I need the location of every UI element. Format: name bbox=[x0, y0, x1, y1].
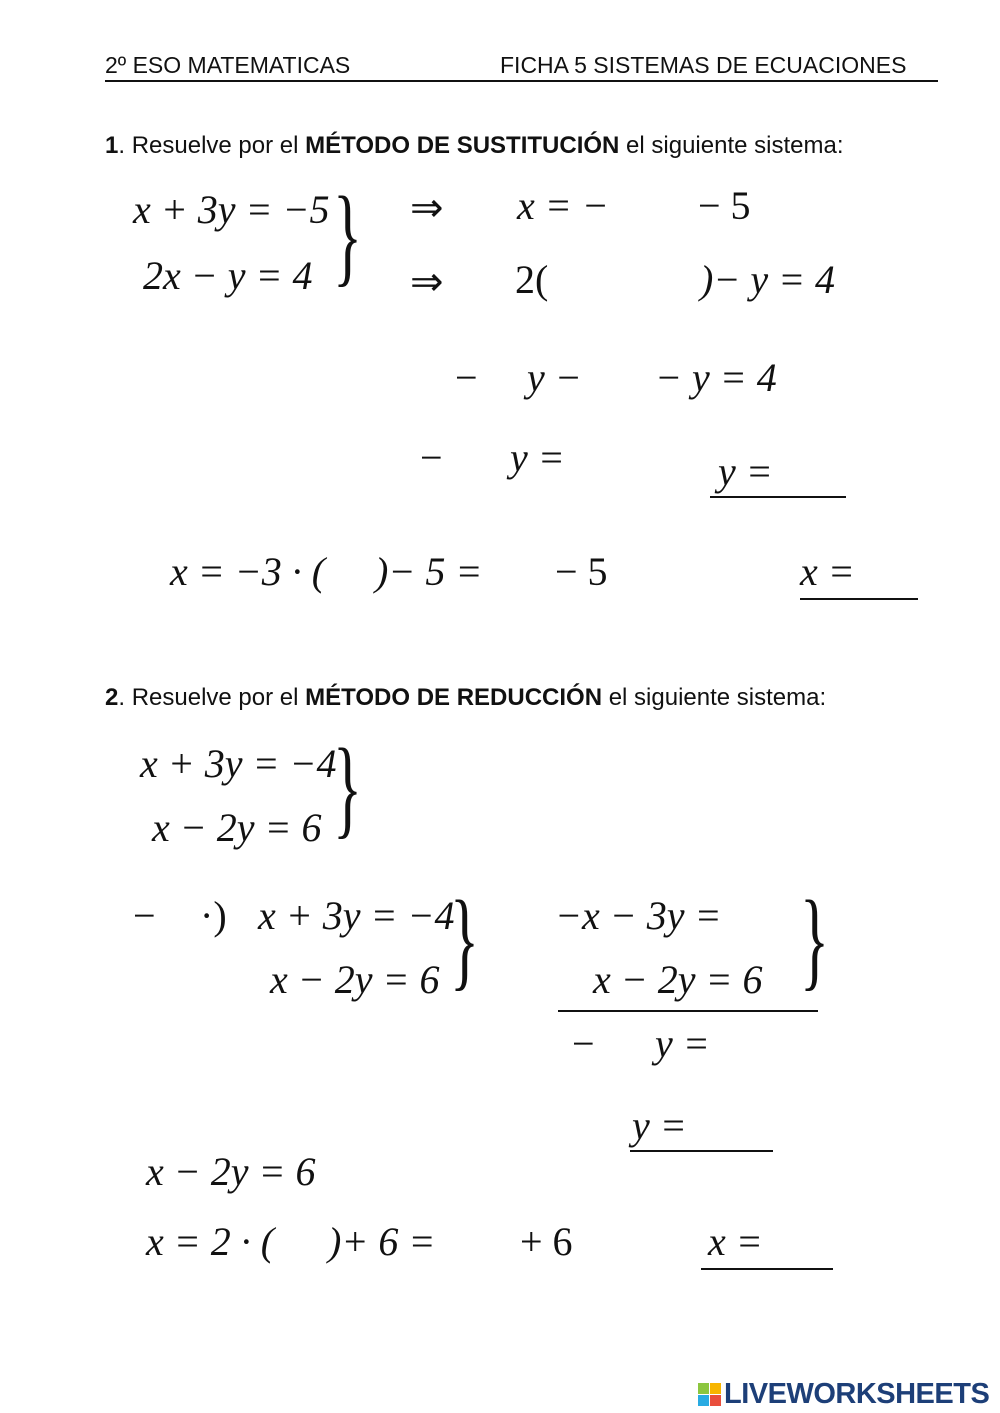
header-title: FICHA 5 SISTEMAS DE ECUACIONES bbox=[500, 52, 907, 78]
q1-step1b: − 5 bbox=[698, 183, 751, 228]
q1-step3a: − bbox=[455, 355, 478, 400]
q2-sum-result: y = bbox=[655, 1021, 710, 1066]
implies-arrow: ⇒ bbox=[410, 259, 444, 304]
q2-back-sub-c: + 6 bbox=[520, 1219, 573, 1264]
q1-step2b: )− y = 4 bbox=[700, 257, 836, 302]
q1-step4a: − bbox=[420, 435, 443, 480]
header-rule bbox=[105, 80, 938, 82]
q2-answer-x-label: x = bbox=[708, 1219, 763, 1264]
q1-answer-y-blank[interactable] bbox=[710, 496, 846, 498]
q1-step1a: x = − bbox=[517, 183, 609, 228]
header-course: 2º ESO MATEMATICAS bbox=[105, 52, 351, 78]
q2-row1: x + 3y = −4 bbox=[258, 893, 455, 938]
logo-text: LIVEWORKSHEETS bbox=[724, 1378, 990, 1410]
q1-answer-x-blank[interactable] bbox=[800, 598, 918, 600]
brace: } bbox=[450, 878, 480, 1000]
q2-back-sub-eq: x − 2y = 6 bbox=[146, 1149, 316, 1194]
q1-step5b: )− 5 = bbox=[375, 549, 483, 594]
q2-transformed-row2: x − 2y = 6 bbox=[593, 957, 763, 1002]
question-2-prompt: 2. Resuelve por el MÉTODO DE REDUCCIÓN el siguiente sistema: bbox=[105, 684, 827, 711]
brace: } bbox=[333, 726, 363, 848]
q2-row2: x − 2y = 6 bbox=[270, 957, 440, 1002]
q1-step4b: y = bbox=[510, 435, 565, 480]
q2-answer-y-blank[interactable] bbox=[630, 1150, 773, 1152]
sum-rule bbox=[558, 1010, 818, 1012]
logo-squares-icon bbox=[698, 1383, 721, 1406]
question-1-prompt: 1. Resuelve por el MÉTODO DE SUSTITUCIÓN el siguiente sistema: bbox=[105, 132, 844, 159]
implies-arrow: ⇒ bbox=[410, 185, 444, 230]
q1-step5a: x = −3 · ( bbox=[170, 549, 326, 594]
q2-multiplier-dot: ·) bbox=[200, 893, 227, 938]
q2-answer-y-label: y = bbox=[632, 1103, 687, 1148]
brace: } bbox=[800, 878, 830, 1000]
q2-sum-sign: − bbox=[572, 1021, 595, 1066]
liveworksheets-logo bbox=[698, 1378, 989, 1411]
brace: } bbox=[333, 174, 363, 296]
q2-eq1: x + 3y = −4 bbox=[140, 741, 337, 786]
q1-step3c: − y = 4 bbox=[655, 355, 777, 400]
q1-answer-y-label: y = bbox=[718, 449, 773, 494]
q1-step2a: 2( bbox=[515, 257, 549, 302]
q1-step3b: y − bbox=[527, 355, 582, 400]
q2-back-sub-a: x = 2 · ( bbox=[146, 1219, 275, 1264]
q2-multiplier-sign: − bbox=[133, 893, 156, 938]
q1-eq1: x + 3y = −5 bbox=[133, 187, 330, 232]
q1-step5c: − 5 bbox=[555, 549, 608, 594]
q1-answer-x-label: x = bbox=[800, 549, 855, 594]
q2-answer-x-blank[interactable] bbox=[701, 1268, 833, 1270]
q1-eq2: 2x − y = 4 bbox=[143, 253, 313, 298]
q2-eq2: x − 2y = 6 bbox=[152, 805, 322, 850]
q2-back-sub-b: )+ 6 = bbox=[328, 1219, 436, 1264]
q2-transformed-row1: −x − 3y = bbox=[555, 893, 722, 938]
